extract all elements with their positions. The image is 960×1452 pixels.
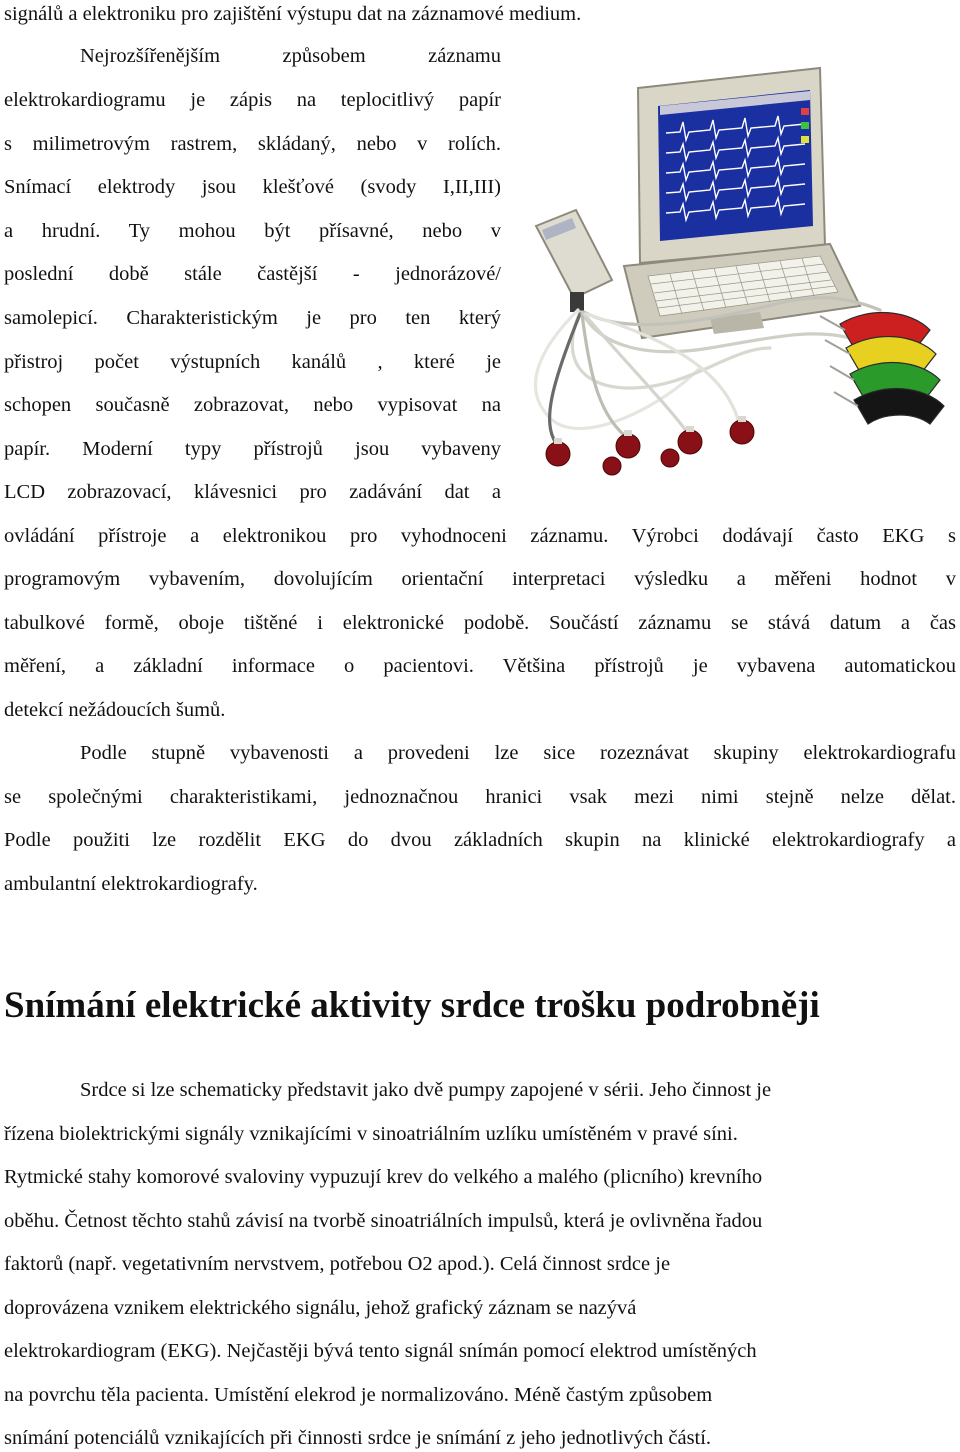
text-line: schopen současně zobrazovat, nebo vypisovat na bbox=[4, 394, 501, 416]
text-line: samolepicí. Charakteristickým je pro ten který bbox=[4, 307, 501, 329]
text-line: Podle stupně vybavenosti a provedeni lze sice rozeznávat skupiny elektrokardiografu bbox=[80, 742, 956, 764]
text-line: tabulkové formě, oboje tištěné i elektronické podobě. Součástí záznamu se stává datum a čas bbox=[4, 612, 956, 634]
text-line: Srdce si lze schematicky představit jako dvě pumpy zapojené v sérii. Jeho činnost je bbox=[80, 1079, 772, 1101]
text-line: přistroj počet výstupních kanálů , které je bbox=[4, 351, 501, 373]
text-line: papír. Moderní typy přístrojů jsou vybaveny bbox=[4, 438, 501, 460]
text-line: měření, a základní informace o pacientovi. Většina přístrojů je vybavena automatickou bbox=[4, 655, 956, 677]
text-line: LCD zobrazovací, klávesnici pro zadávání dat a bbox=[4, 481, 501, 503]
text-line: signálů a elektroniku pro zajištění výstupu dat na záznamové medium. bbox=[4, 3, 582, 25]
text-line: Podle použiti lze rozdělit EKG do dvou základních skupin na klinické elektrokardiografy a bbox=[4, 829, 956, 851]
text-line: elektrokardiogramu je zápis na teplocitlivý papír bbox=[4, 89, 501, 111]
text-line: ovládání přístroje a elektronikou pro vyhodnoceni záznamu. Výrobci dodávají často EKG s bbox=[4, 525, 956, 547]
text-line: Nejrozšířenějším způsobem záznamu bbox=[80, 45, 501, 67]
text-line: oběhu. Četnost těchto stahů závisí na tvorbě sinoatriálních impulsů, která je ovlivněna řadou bbox=[4, 1210, 763, 1232]
text-line: snímání potenciálů vznikajících při činnosti srdce je snímání z jeho jednotlivých částí. bbox=[4, 1427, 712, 1449]
text-line: faktorů (např. vegetativním nervstvem, potřebou O2 apod.). Celá činnost srdce je bbox=[4, 1253, 671, 1275]
text-line: poslední době stále častější - jednorázové/ bbox=[4, 263, 501, 285]
text-line: doprovázena vznikem elektrického signálu, jehož grafický záznam se nazývá bbox=[4, 1297, 637, 1319]
text-line: na povrchu těla pacienta. Umístění elekrod je normalizováno. Méně častým způsobem bbox=[4, 1384, 713, 1406]
text-line: detekcí nežádoucích šumů. bbox=[4, 699, 226, 721]
ekg-device-photo-icon bbox=[520, 48, 960, 480]
text-line: programovým vybavením, dovolujícím orientační interpretaci výsledku a měřeni hodnot v bbox=[4, 568, 956, 590]
text-line: a hrudní. Ty mohou být přísavné, nebo v bbox=[4, 220, 501, 242]
text-line: ambulantní elektrokardiografy. bbox=[4, 873, 258, 895]
text-line: Rytmické stahy komorové svaloviny vypuzují krev do velkého a malého (plicního) krevního bbox=[4, 1166, 763, 1188]
text-line: Snímací elektrody jsou klešťové (svody I,II,III) bbox=[4, 176, 501, 198]
section-heading: Snímání elektrické aktivity srdce trošku podrobněji bbox=[4, 985, 820, 1026]
text-line: s milimetrovým rastrem, skládaný, nebo v rolích. bbox=[4, 133, 501, 155]
text-line: elektrokardiogram (EKG). Nejčastěji bývá tento signál snímán pomocí elektrod umístěných bbox=[4, 1340, 757, 1362]
text-line: řízena biolektrickými signály vznikajícími v sinoatriálním uzlíku umístěném v pravé síni. bbox=[4, 1123, 738, 1145]
text-line: se společnými charakteristikami, jednoznačnou hranici vsak mezi nimi stejně nelze dělat. bbox=[4, 786, 956, 808]
